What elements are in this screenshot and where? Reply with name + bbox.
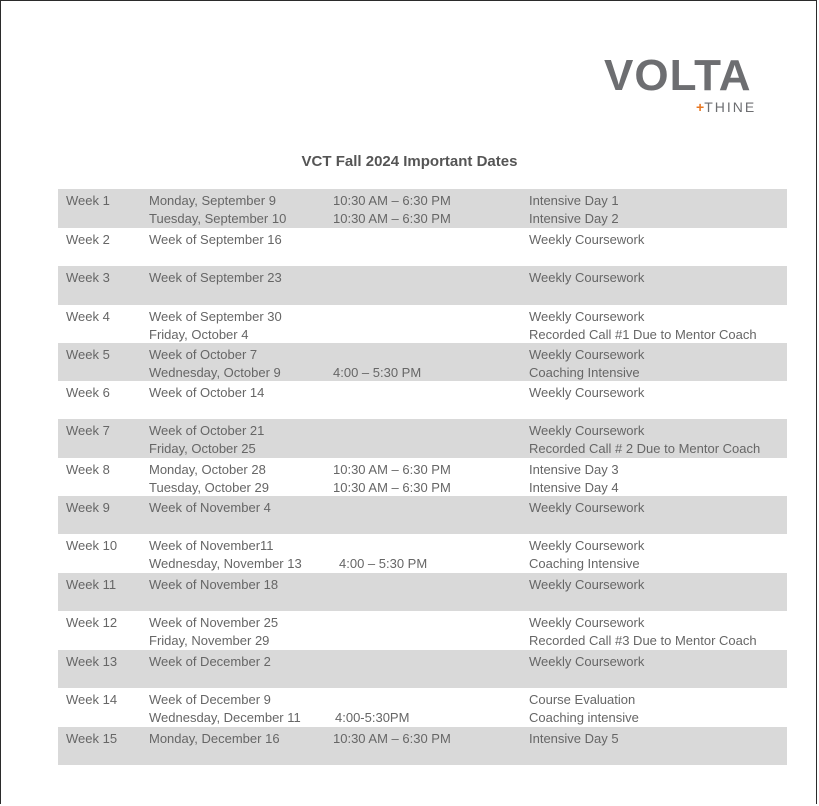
time-cell (333, 461, 451, 496)
time-line: 10:30 AM – 6:30 PM (333, 210, 451, 226)
time-cell (333, 730, 451, 748)
time-line: 10:30 AM – 6:30 PM (333, 193, 451, 208)
date-cell (149, 346, 281, 381)
time-cell (333, 346, 421, 381)
event-cell (529, 384, 644, 402)
volta-thine-logo (604, 51, 764, 116)
event-cell (529, 537, 644, 572)
event-line: Weekly Coursework (529, 538, 645, 553)
event-line: Weekly Coursework (529, 385, 645, 400)
date-line: Week of September 16 (149, 232, 282, 247)
date-cell (149, 231, 282, 249)
schedule-row (58, 305, 787, 343)
event-cell (529, 730, 619, 748)
event-line: Weekly Coursework (529, 615, 645, 630)
event-cell (529, 192, 619, 227)
week-label: Week 12 (66, 615, 118, 630)
date-cell (149, 730, 280, 748)
date-line: Monday, December 16 (149, 731, 280, 746)
event-line: Coaching intensive (529, 709, 639, 725)
date-line: Monday, September 9 (149, 193, 276, 208)
time-line: 4:00 – 5:30 PM (339, 555, 428, 571)
schedule-table (58, 189, 787, 765)
event-line: Coaching Intensive (529, 555, 640, 571)
date-line: Week of November11 (149, 538, 274, 553)
time-cell (333, 192, 451, 227)
date-line: Monday, October 28 (149, 462, 266, 477)
time-cell (339, 537, 427, 572)
event-line: Intensive Day 1 (529, 193, 619, 208)
event-line: Recorded Call #1 Due to Mentor Coach (529, 326, 757, 342)
week-label: Week 3 (66, 270, 110, 285)
week-label: Week 1 (66, 193, 110, 208)
schedule-row (58, 650, 787, 688)
week-label: Week 4 (66, 309, 110, 324)
date-line: Week of November 18 (149, 577, 279, 592)
schedule-row (58, 573, 787, 611)
schedule-row (58, 611, 787, 650)
event-line: Weekly Coursework (529, 347, 645, 362)
schedule-row (58, 266, 787, 305)
event-line: Coaching Intensive (529, 364, 640, 380)
schedule-row (58, 343, 787, 381)
date-line: Wednesday, November 13 (149, 555, 302, 571)
week-label: Week 15 (66, 731, 118, 746)
schedule-row (58, 688, 787, 727)
event-line: Weekly Coursework (529, 270, 645, 285)
logo-subtitle: +THINE (696, 99, 757, 115)
event-line: Intensive Day 3 (529, 462, 619, 477)
date-line: Week of November 25 (149, 615, 279, 630)
date-cell (149, 537, 302, 572)
time-cell (335, 691, 409, 726)
date-cell (149, 614, 278, 649)
time-line: 10:30 AM – 6:30 PM (333, 731, 451, 746)
schedule-row (58, 228, 787, 266)
week-label: Week 5 (66, 347, 110, 362)
date-line: Week of October 7 (149, 347, 258, 362)
date-line: Week of October 14 (149, 385, 265, 400)
schedule-row (58, 419, 787, 458)
time-line: 4:00 – 5:30 PM (333, 364, 422, 380)
event-cell (529, 653, 644, 671)
event-line: Intensive Day 5 (529, 731, 619, 746)
date-line: Week of October 21 (149, 423, 265, 438)
date-cell (149, 576, 278, 594)
event-line: Course Evaluation (529, 692, 636, 707)
date-line: Week of November 4 (149, 500, 271, 515)
week-label: Week 14 (66, 692, 118, 707)
document-title: VCT Fall 2024 Important Dates (301, 153, 518, 170)
event-cell (529, 308, 757, 343)
event-line: Recorded Call #3 Due to Mentor Coach (529, 632, 757, 648)
date-line: Friday, October 25 (149, 440, 256, 456)
date-cell (149, 653, 271, 671)
date-line: Week of September 23 (149, 270, 282, 285)
event-line: Weekly Coursework (529, 309, 645, 324)
event-line: Weekly Coursework (529, 232, 645, 247)
date-cell (149, 422, 264, 457)
event-cell (529, 691, 639, 726)
event-line: Intensive Day 4 (529, 479, 619, 495)
week-label: Week 11 (66, 577, 117, 592)
week-label: Week 10 (66, 538, 118, 553)
event-line: Weekly Coursework (529, 654, 645, 669)
week-label: Week 6 (66, 385, 110, 400)
event-cell (529, 499, 644, 517)
schedule-row (58, 381, 787, 419)
event-cell (529, 576, 644, 594)
event-cell (529, 231, 644, 249)
time-line: 10:30 AM – 6:30 PM (333, 479, 451, 495)
week-label: Week 9 (66, 500, 110, 515)
date-line: Friday, October 4 (149, 326, 249, 342)
event-line: Intensive Day 2 (529, 210, 619, 226)
logo-wordmark: VOLTA (604, 51, 752, 100)
event-cell (529, 614, 757, 649)
event-line: Weekly Coursework (529, 577, 645, 592)
event-cell (529, 461, 619, 496)
date-cell (149, 308, 282, 343)
week-label: Week 13 (66, 654, 118, 669)
week-label: Week 7 (66, 423, 110, 438)
event-cell (529, 422, 760, 457)
date-cell (149, 499, 271, 517)
event-line: Weekly Coursework (529, 423, 645, 438)
date-line: Wednesday, December 11 (149, 709, 301, 725)
event-cell (529, 346, 644, 381)
date-cell (149, 461, 269, 496)
date-line: Week of December 2 (149, 654, 271, 669)
week-label: Week 8 (66, 462, 110, 477)
event-line: Recorded Call # 2 Due to Mentor Coach (529, 440, 761, 456)
time-line: 10:30 AM – 6:30 PM (333, 462, 451, 477)
schedule-row (58, 727, 787, 765)
date-cell (149, 269, 282, 287)
schedule-row (58, 496, 787, 534)
date-line: Friday, November 29 (149, 632, 270, 648)
date-line: Tuesday, September 10 (149, 210, 287, 226)
date-line: Wednesday, October 9 (149, 364, 281, 380)
date-cell (149, 691, 301, 726)
schedule-row (58, 534, 787, 573)
event-cell (529, 269, 644, 287)
date-cell (149, 384, 264, 402)
date-cell (149, 192, 286, 227)
date-line: Week of September 30 (149, 309, 282, 324)
date-line: Tuesday, October 29 (149, 479, 269, 495)
schedule-row (58, 458, 787, 496)
schedule-row (58, 189, 787, 228)
event-line: Weekly Coursework (529, 500, 645, 515)
week-label: Week 2 (66, 232, 110, 247)
date-line: Week of December 9 (149, 692, 271, 707)
time-line: 4:00-5:30PM (335, 709, 410, 725)
